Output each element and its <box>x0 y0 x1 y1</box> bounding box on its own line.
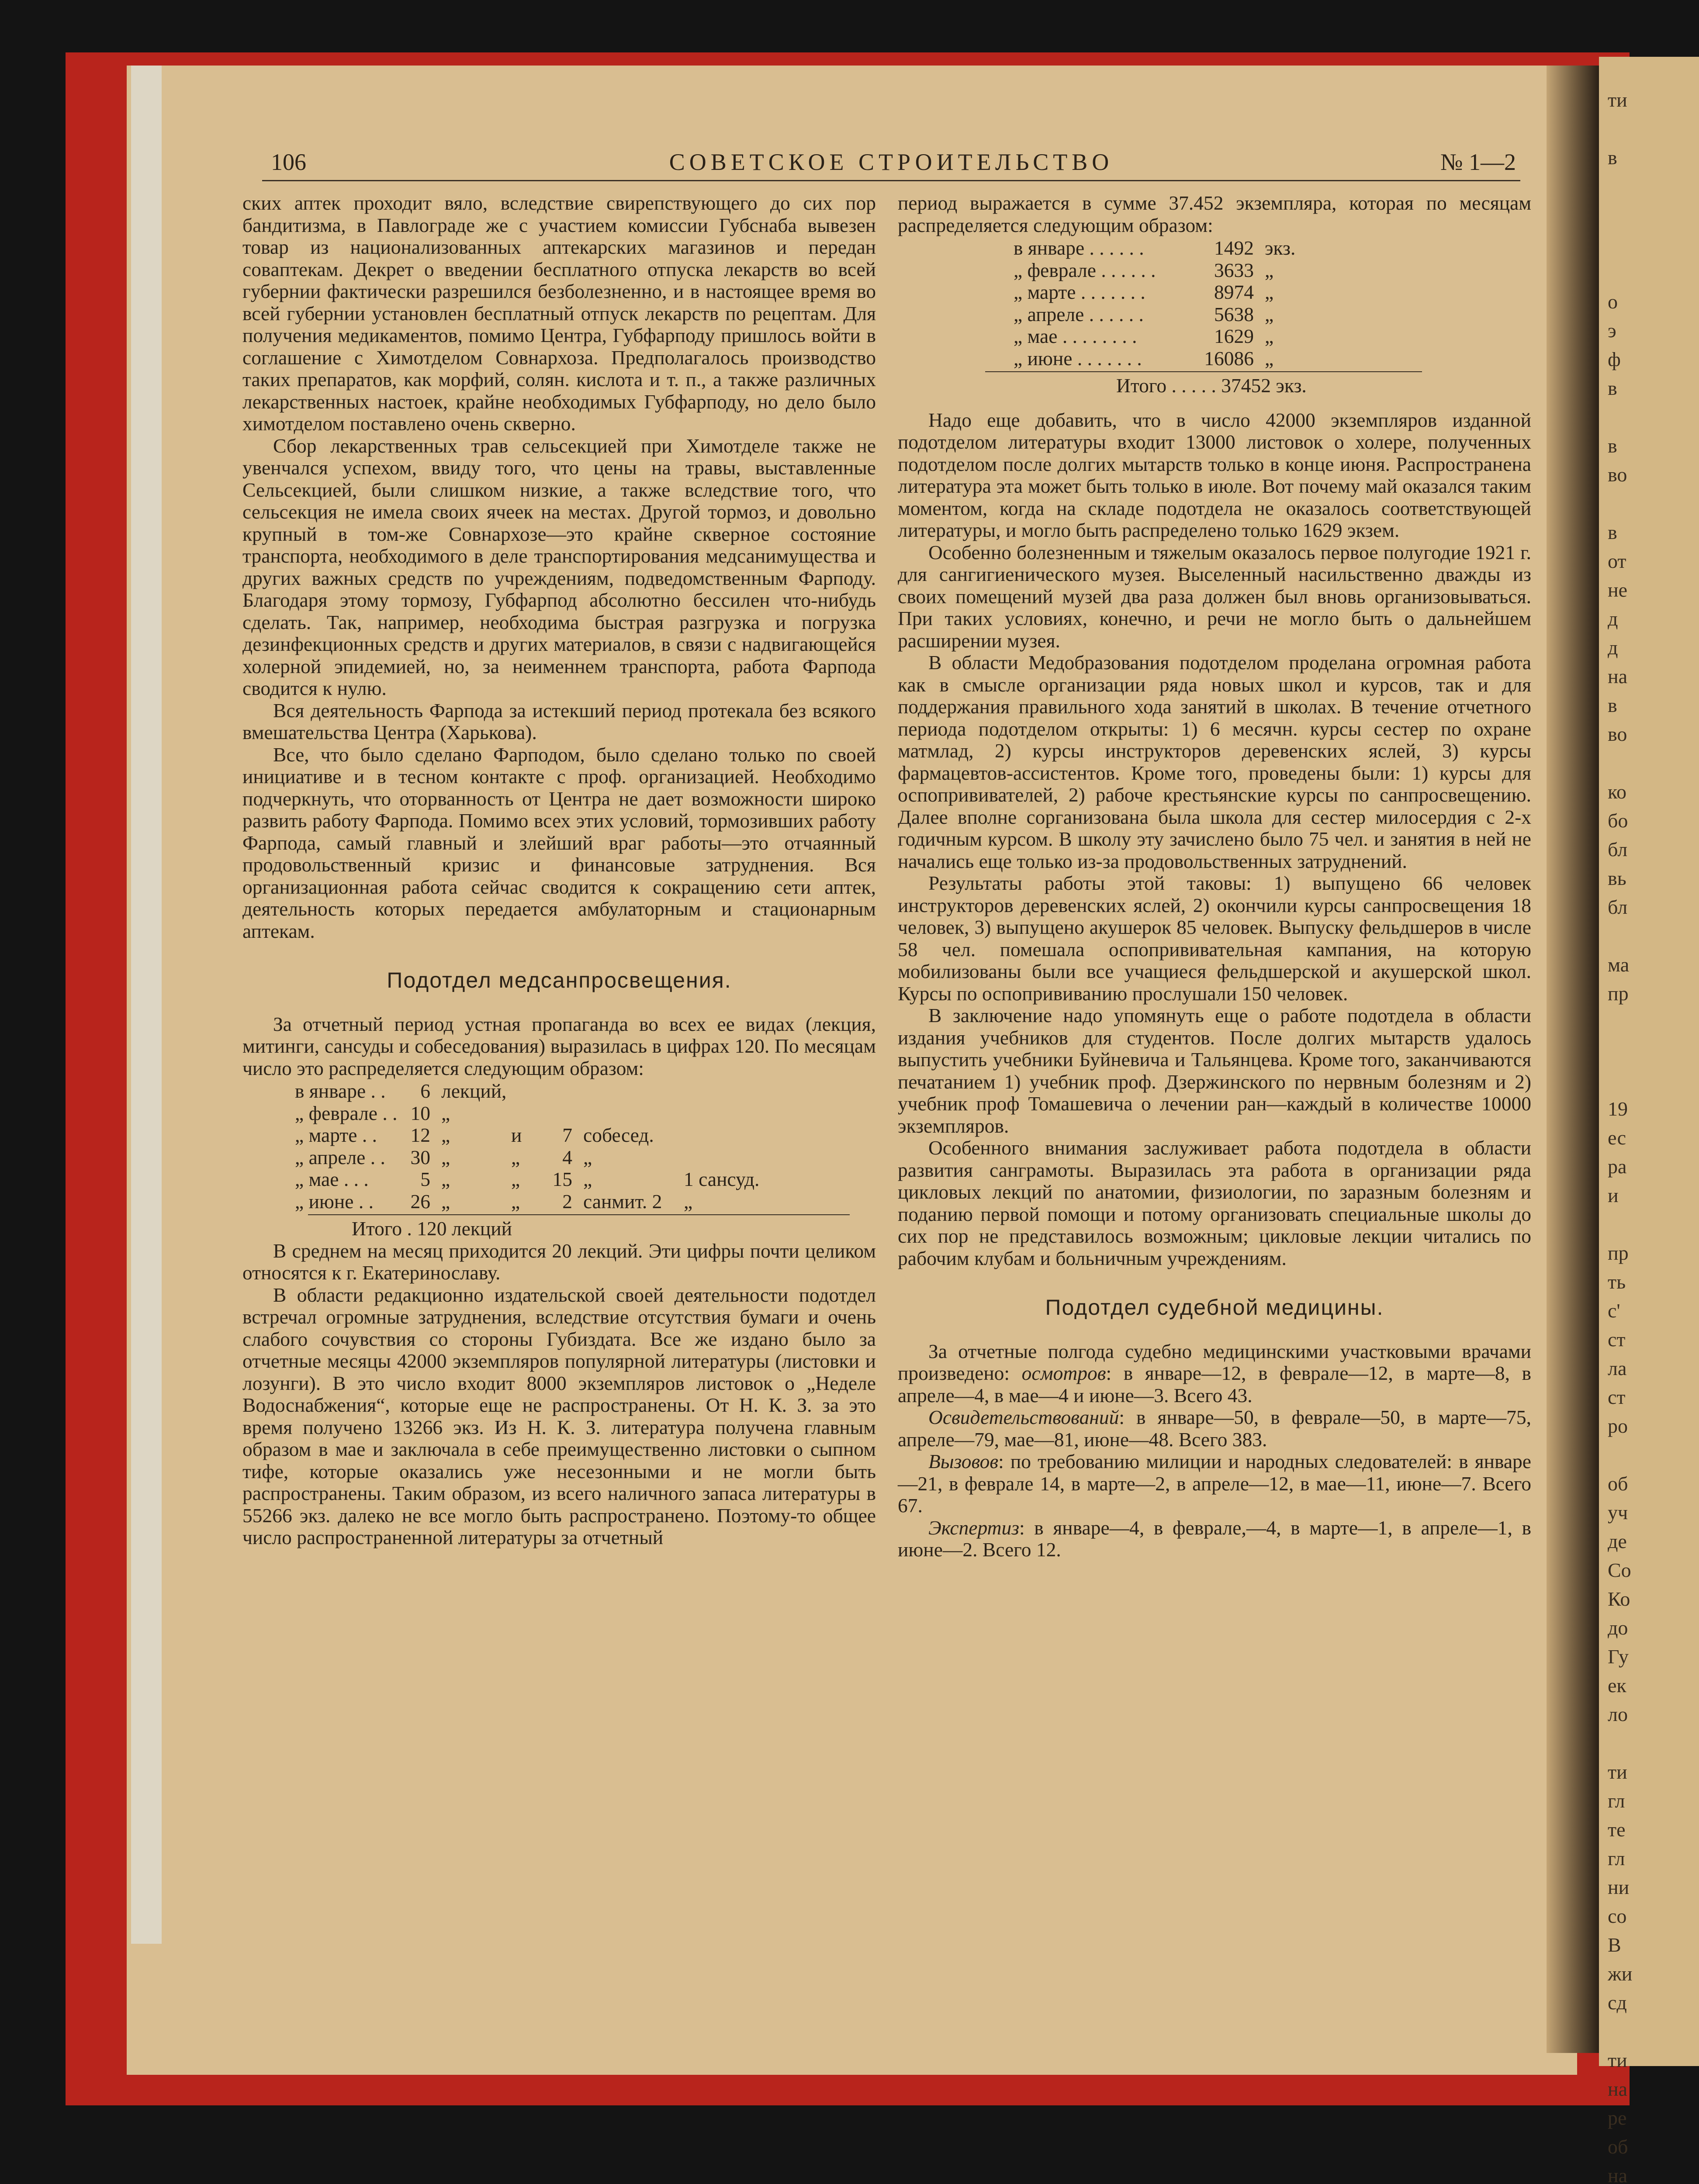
table-row: „ апреле . . 30 „ „ 4 „ <box>295 1146 592 1168</box>
next-page-text-fragment <box>1599 230 1699 259</box>
section-heading: Подотдел судебной медицины. <box>1045 1295 1384 1320</box>
column-right <box>898 192 1531 1561</box>
next-page-text-fragment: жи <box>1608 1963 1633 1985</box>
next-page-text-fragment <box>1599 259 1699 287</box>
next-page-text-fragment <box>1599 1729 1699 1758</box>
next-page-text-fragment <box>1599 2017 1699 2046</box>
next-page-text-fragment: ра <box>1608 1155 1627 1178</box>
next-page-text-fragment: в <box>1608 435 1617 457</box>
next-page-text-fragment: д <box>1608 608 1618 630</box>
term: осмотров <box>1021 1362 1106 1384</box>
next-page-text-fragment: бо <box>1608 809 1628 832</box>
next-page-text-fragment: ст <box>1608 1328 1626 1351</box>
next-page-text-fragment: ст <box>1608 1386 1626 1408</box>
next-page-text-fragment: в <box>1608 146 1617 169</box>
table-row: „ июне . . . . . . . 16086 „ <box>1014 347 1274 370</box>
table-total: Итого . 120 лекций <box>352 1217 512 1240</box>
next-page-text-fragment: на <box>1608 2164 1628 2184</box>
running-header <box>266 145 1516 180</box>
page-number: 106 <box>271 149 306 175</box>
next-page-text-fragment: В <box>1608 1934 1621 1956</box>
next-page-text-fragment: и <box>1608 1184 1619 1206</box>
table-row: „ феврале . . 10 „ <box>295 1102 450 1124</box>
next-page-text-fragment: ро <box>1608 1415 1628 1437</box>
lecture-table <box>242 1080 876 1213</box>
next-page-text-fragment: об <box>1608 2136 1628 2158</box>
next-page-text-fragment: ко <box>1608 781 1627 803</box>
next-page-text-fragment: гл <box>1608 1847 1625 1870</box>
next-page-text-fragment <box>1599 201 1699 230</box>
paragraph: За отчетный период устная пропаганда во всех ее видах (лекция, митинги, сансуды и собеседования) выразилась в цифрах 120. По месяцам число это распределяется следующим образом: <box>242 1013 876 1079</box>
next-page-text-fragment: пр <box>1608 1242 1629 1264</box>
paragraph: В среднем на месяц приходится 20 лекций. Эти цифры почти целиком относятся к г. Екатеринославу. <box>242 1239 876 1284</box>
next-page-text-fragment: с' <box>1608 1299 1620 1322</box>
next-page-text-fragment <box>1599 1210 1699 1239</box>
next-page-text-fragment <box>1599 114 1699 143</box>
table-sum-rule <box>308 1214 850 1215</box>
next-page-text-fragment: ть <box>1608 1271 1626 1293</box>
next-page-text-fragment: ни <box>1608 1876 1630 1898</box>
next-page-text-fragment: 19 <box>1608 1098 1628 1120</box>
paragraph: Надо еще добавить, что в число 42000 экземпляров изданной подотделом литературы входит 13000 листовок о холере, полученных подотделом после долгих мытарств только в конце июня. Распространена литература эта может быть только в июле. Вот почему май оказался таким моментом, когда на складе подотдела не оказалось соответствующей литературы, и могло быть распределено только 1629 экзем. <box>898 408 1531 541</box>
next-page-text-fragment: ес <box>1608 1127 1626 1149</box>
paragraph: ских аптек проходит вяло, вследствие свирепствующего до сих пор бандитизма, в Павлограде же с участием комиссии Губснаба вывезен товар из национализованных аптекарских магазинов и передан совaптекам. Декрет о введении бесплатного отпуска лекарств во всей губернии фактически разрешился безболезненно, и в настоящее время во всей губернии установлен бесплатный отпуск лекарств по рецептам. Для получения медикаментов, помимо Центра, Губфарподу пришлось войти в соглашение с Химотделом Совнархоза. Предполагалось производство таких препаратов, как морфий, солян. кислота и т. п., а также различных лекарственных настоек, крайне необходимых Губфарподу, но дело было химотделом поставлено очень скверно. <box>242 192 876 435</box>
next-page-text-fragment: Со <box>1608 1559 1631 1581</box>
next-page-text-fragment: те <box>1608 1818 1626 1841</box>
table-row: в январе . . 6 лекций, <box>295 1080 507 1102</box>
paragraph: период выражается в сумме 37.452 экземпляра, которая по месяцам распределяется следующим образом: <box>898 192 1531 236</box>
table-row: „ феврале . . . . . . 3633 „ <box>1014 259 1274 281</box>
term: Экспертиз <box>928 1516 1019 1539</box>
section-heading: Подотдел медсанпросвещения. <box>387 968 732 992</box>
paragraph: В заключение надо упомянуть еще о работе подотдела в области издания учебников для студентов. После долгих мытарств удалось выпустить учебники Буйневича и Тальянцева. Кроме того, заканчиваются печатанием 1) учебник проф. Дзержинского по нервным болезням и 2) учебник проф Томашевича о лечении ран—каждый в количестве 10000 экземпляров. <box>898 1004 1531 1137</box>
next-page-text-fragment: до <box>1608 1617 1628 1639</box>
next-page-text-fragment: ти <box>1608 89 1627 111</box>
next-page-text-fragment: Ко <box>1608 1588 1630 1610</box>
paragraph: Экспертиз: в январе—4, в феврале,—4, в марте—1, в апреле—1, в июне—2. Всего 12. <box>898 1516 1531 1561</box>
next-page-text-fragment: во <box>1608 723 1627 745</box>
next-page-text-fragment: в <box>1608 521 1617 543</box>
next-page-text-fragment: ло <box>1608 1703 1628 1725</box>
term: Освидетельствований <box>928 1406 1119 1428</box>
next-page-text-fragment: уч <box>1608 1501 1628 1524</box>
table-row: „ апреле . . . . . . 5638 „ <box>1014 303 1274 325</box>
paragraph: Освидетельствований: в январе—50, в феврале—50, в марте—75, апреле—79, мае—81, июне—48. Всего 383. <box>898 1406 1531 1451</box>
paragraph: Особенного внимания заслуживает работа подотдела в области развития санграмоты. Выразилась эта работа в организации ряда цикловых лекций по анатомии, физиологии, по заразным болезням и поданию первой помощи и потому организовать специальные школы до сих пор не представилось возможным; цикловые лекции читались по рабочим клубам и больничным учреждениям. <box>898 1137 1531 1269</box>
next-page-text-fragment: со <box>1608 1905 1627 1927</box>
table-row: „ мае . . . . . . . . 1629 „ <box>1014 325 1274 347</box>
next-page-text-fragment: о <box>1608 290 1618 313</box>
next-page-text-fragment: на <box>1608 665 1628 688</box>
page-left-edge <box>131 66 162 1944</box>
next-page-text-fragment <box>1599 403 1699 432</box>
next-page-text-fragment: не <box>1608 579 1628 601</box>
paragraph: В области редакционно издательской своей деятельности подотдел встречал огромные затруднения, вследствие отсутствия бумаги и очень слабого сочувствия со стороны Губиздата. Все же издано было за отчетные месяцы 42000 экземпляров популярной литературы (листовки и лозунги). В это число входит 8000 экземпляров листовок о „Неделе Водоснабжения“, которые еще не распространены. От Н. К. З. за это время получено 13266 экз. Из Н. К. З. литература получена главным образом в мае и заключала в себе преимущественно листовки о сыпном тифе, которые оказались уже несезонными и не могли быть распространены. Таким образом, из всего наличного запаса литературы в 55266 экз. далеко не все могло быть распространено. Поэтому-то общее число распространенной литературы за отчетный <box>242 1283 876 1548</box>
term: Вызовов <box>928 1450 999 1472</box>
next-page-text-fragment: в <box>1608 694 1617 716</box>
paragraph: В области Медобразования подотделом проделана огромная работа как в смысле организации ряда новых школ и курсов, так и для поддержания правильного хода занятий в школах. В течение отчетного периода подотделом открыты: 1) 6 месячн. курсы сестер по охране матмлад, 2) курсы инструкторов деревенских яслей, 3) курсы фармацевтов-ассистентов. Кроме того, проведены были: 1) курсы для оспопрививателей, 2) рабоче крестьянские курсы по санпросвещению. Далее вполне сорганизована была школа для сестер милосердия с 2-х годичным курсом. В школу эту зачислено было 75 чел. и занятия в ней не начались еще только из-за продовольственных затруднений. <box>898 651 1531 872</box>
next-page-text-fragment: ма <box>1608 954 1630 976</box>
next-page-text-fragment <box>1599 749 1699 778</box>
next-page-text-fragment: пр <box>1608 982 1629 1005</box>
next-page-text-fragment <box>1599 57 1699 86</box>
next-page-text-fragment: ф <box>1608 348 1621 370</box>
next-page-text-fragment: во <box>1608 463 1627 486</box>
next-page-text-fragment: э <box>1608 319 1616 342</box>
next-page-text-fragment: в <box>1608 377 1617 399</box>
table-sum-rule <box>985 371 1422 372</box>
column-left <box>242 192 876 1549</box>
table-row: „ марте . . . . . . . 8974 „ <box>1014 281 1274 303</box>
next-page-fragment <box>1599 57 1699 2184</box>
next-page-text-fragment: от <box>1608 550 1626 572</box>
next-page-text-fragment: ти <box>1608 2049 1627 2071</box>
table-row: „ мае . . . 5 „ „ 15 „ 1 сансуд. <box>295 1168 760 1190</box>
paragraph: За отчетные полгода судебно медицинскими участковыми врачами произведено: осмотров: в январе—12, в феврале—12, в марте—8, в апреле—4, в мае—4 и июне—3. Всего 43. <box>898 1340 1531 1406</box>
next-page-text-fragment: д <box>1608 636 1618 659</box>
next-page-text-fragment <box>1599 1441 1699 1469</box>
issue-number: № 1—2 <box>1440 149 1516 175</box>
next-page-text-fragment: де <box>1608 1530 1627 1552</box>
next-page-text-fragment: вь <box>1608 867 1626 889</box>
paragraph: Вызовов: по требованию милиции и народных следователей: в январе—21, в феврале 14, в марте—2, в апреле—12, в мае—11, июне—7. Всего 67. <box>898 1450 1531 1517</box>
table-total: Итого . . . . . 37452 экз. <box>1116 374 1307 397</box>
header-rule <box>262 180 1520 181</box>
next-page-text-fragment: на <box>1608 2078 1628 2100</box>
table-row: „ марте . . 12 „ и 7 собесед. <box>295 1124 654 1146</box>
journal-title: СОВЕТСКОЕ СТРОИТЕЛЬСТВО <box>669 149 1114 175</box>
next-page-text-fragment: ла <box>1608 1357 1627 1379</box>
literature-table <box>898 237 1531 370</box>
book-gutter <box>1547 66 1599 2053</box>
next-page-text-fragment <box>1599 1008 1699 1037</box>
next-page-text-fragment: сд <box>1608 1991 1627 2014</box>
paragraph: Сбор лекарственных трав сельсекцией при Химотделе также не увенчался успехом, ввиду того, что цены на травы, выставленные Сельсекцией, были слишком низкие, а также вследствие того, что сельсекция не имела своих ячеек на местах. Другой тормоз, и довольно крупный в том-же Совнархозе—это крайне скверное состояние транспорта, необходимого в деле транспортирования медсанимущества и других важных средств по учреждениям, подведомственным Фарподу. Благодаря этому тормозу, Губфарпод абсолютно бессилен что-нибудь сделать. Так, например, необходима быстрая разгрузка и погрузка дезинфекционных средств и других материалов, в связи с надвигающейся холерной эпидемией, но, за неименнем транспорта, работа Фарпода сводится к нулю. <box>242 434 876 699</box>
next-page-text-fragment: бл <box>1608 896 1628 918</box>
next-page-text-fragment: ре <box>1608 2107 1627 2129</box>
next-page-text-fragment <box>1599 922 1699 950</box>
paragraph: Результаты работы этой таковы: 1) выпущено 66 человек инструкторов деревенских яслей, 2) окончили курсы санпросвещения 18 человек, 3) выпущено акушерок 85 человек. Выпуску фельдшеров в числе 58 чел. помешала оспопрививательная кампания, на которую мобилизованы были все учащиеся фельдшерской и акушерской школ. Курсы по оспопрививанию прослушали 150 человек. <box>898 872 1531 1005</box>
next-page-text-fragment: гл <box>1608 1790 1625 1812</box>
next-page-text-fragment: об <box>1608 1472 1628 1495</box>
next-page-text-fragment: Гу <box>1608 1645 1629 1668</box>
paragraph: Все, что было сделано Фарподом, было сделано только по своей инициативе и в тесном контакте с проф. организацией. Необходимо подчеркнуть, что оторванность от Центра не дает возможности широко развить работу Фарпода. Помимо всех этих условий, тормозивших работу Фарпода, самый главный и злейший враг работы—это отчаянный продовольственный кризис и финансовые затруднения. Вся организационная работа сейчас сводится к сокращению сети аптек, деятельность которых передается амбулаторным и стационарным аптекам. <box>242 743 876 942</box>
paragraph: Вся деятельность Фарпода за истекший период протекала без всякого вмешательства Центра (Харькова). <box>242 699 876 743</box>
next-page-text-fragment: ек <box>1608 1674 1626 1697</box>
paragraph: Особенно болезненным и тяжелым оказалось первое полугодие 1921 г. для сангигиенического музея. Выселенный насильственно дважды из своих помещений музей два раза должен был вновь организовываться. При таких условиях, конечно, и речи не могло быть о дальнейшем расширении музея. <box>898 541 1531 652</box>
next-page-text-fragment: ти <box>1608 1761 1627 1783</box>
next-page-text-fragment: бл <box>1608 838 1628 860</box>
table-row: „ июне . . 26 „ „ 2 санмит. 2 „ <box>295 1190 693 1213</box>
next-page-text-fragment <box>1599 1066 1699 1095</box>
next-page-text-fragment <box>1599 172 1699 201</box>
next-page-text-fragment <box>1599 489 1699 518</box>
table-row: в январе . . . . . . 1492 экз. <box>1014 237 1296 259</box>
next-page-text-fragment <box>1599 1037 1699 1066</box>
